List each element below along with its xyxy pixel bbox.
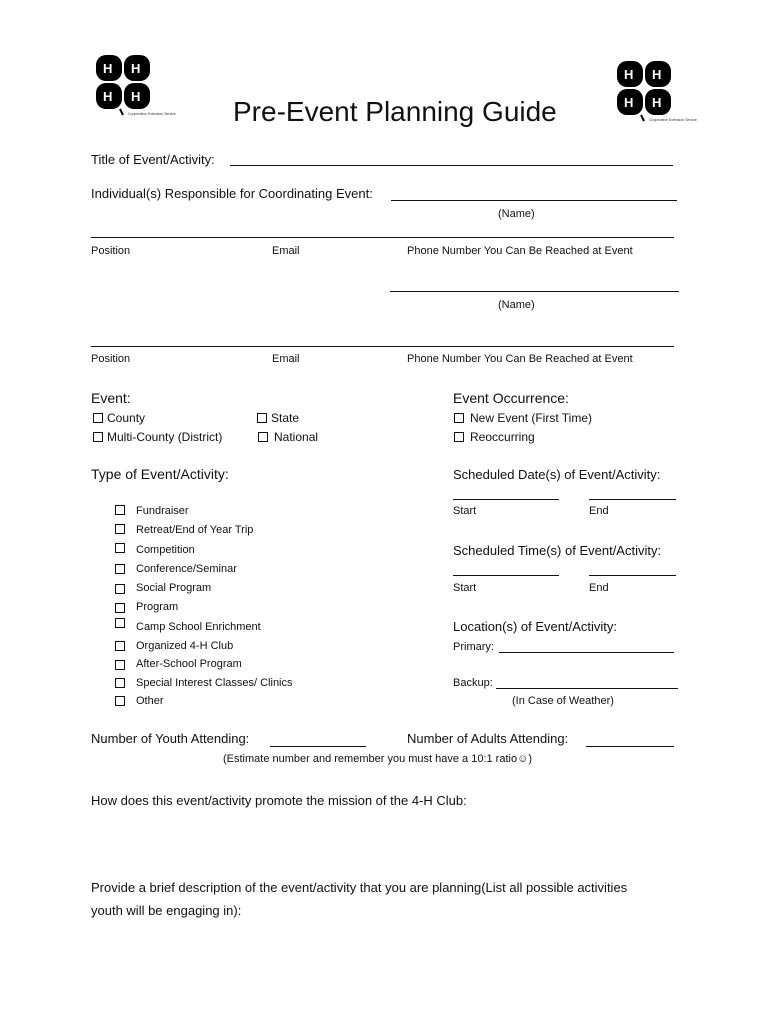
svg-text:H: H <box>103 61 113 76</box>
type-heading: Type of Event/Activity: <box>91 466 229 482</box>
fundraiser-checkbox[interactable] <box>115 505 125 515</box>
primary-label: Primary: <box>453 641 494 653</box>
backup-label: Backup: <box>453 677 493 689</box>
times-heading: Scheduled Time(s) of Event/Activity: <box>453 543 662 558</box>
organized-club-label: Organized 4-H Club <box>136 640 234 652</box>
svg-text:Cooperative Extension Service: Cooperative Extension Service <box>649 118 697 122</box>
coordinator-label: Individual(s) Responsible for Coordinating Event: <box>91 186 373 201</box>
contact2-field[interactable] <box>91 346 674 347</box>
state-checkbox[interactable] <box>257 413 267 423</box>
date-start-caption: Start <box>453 505 477 517</box>
backup-note: (In Case of Weather) <box>512 695 614 707</box>
event-title-label: Title of Event/Activity: <box>91 152 215 167</box>
contact2-position-caption: Position <box>91 353 131 365</box>
ratio-note: (Estimate number and remember you must have a 10:1 ratio☺) <box>223 753 532 765</box>
program-label: Program <box>136 601 179 613</box>
reoccurring-label: Reoccurring <box>470 430 535 444</box>
retreat-checkbox[interactable] <box>115 524 125 534</box>
competition-checkbox[interactable] <box>115 543 125 553</box>
after-school-checkbox[interactable] <box>115 660 125 670</box>
time-start-caption: Start <box>453 582 477 594</box>
social-program-checkbox[interactable] <box>115 584 125 594</box>
four-h-logo-left <box>92 53 176 119</box>
coordinator-field[interactable] <box>391 200 677 201</box>
social-program-label: Social Program <box>136 582 212 594</box>
svg-text:H: H <box>131 89 141 104</box>
dates-heading: Scheduled Date(s) of Event/Activity: <box>453 467 661 482</box>
county-checkbox[interactable] <box>93 413 103 423</box>
new-event-label: New Event (First Time) <box>470 411 593 425</box>
occurrence-heading: Event Occurrence: <box>453 390 569 406</box>
new-event-checkbox[interactable] <box>454 413 464 423</box>
national-label: National <box>274 430 319 444</box>
multi-county-checkbox[interactable] <box>93 432 103 442</box>
camp-school-checkbox[interactable] <box>115 618 125 628</box>
organized-club-checkbox[interactable] <box>115 641 125 651</box>
primary-location-field[interactable] <box>499 652 674 653</box>
other-checkbox[interactable] <box>115 696 125 706</box>
after-school-label: After-School Program <box>136 658 242 670</box>
contact2-name-field[interactable] <box>390 291 679 292</box>
page-title: Pre-Event Planning Guide <box>233 96 557 127</box>
retreat-label: Retreat/End of Year Trip <box>136 524 254 536</box>
location-heading: Location(s) of Event/Activity: <box>453 619 618 634</box>
description-question-line2: youth will be engaging in): <box>91 903 242 918</box>
multi-county-label: Multi-County (District) <box>107 430 223 444</box>
adults-attending-label: Number of Adults Attending: <box>407 731 569 746</box>
mission-question: How does this event/activity promote the mission of the 4-H Club: <box>91 793 467 808</box>
svg-text:H: H <box>624 67 634 82</box>
program-checkbox[interactable] <box>115 603 125 613</box>
date-start-field[interactable] <box>453 499 559 500</box>
svg-text:H: H <box>131 61 141 76</box>
event-heading: Event: <box>91 390 131 406</box>
adults-attending-field[interactable] <box>586 746 674 747</box>
contact2-email-caption: Email <box>272 353 300 365</box>
date-end-field[interactable] <box>589 499 676 500</box>
svg-text:Cooperative Extension Service: Cooperative Extension Service <box>128 112 176 116</box>
description-question-line1: Provide a brief description of the event/activity that you are planning(List all possible activities <box>91 880 628 895</box>
contact1-field[interactable] <box>91 237 674 238</box>
svg-text:H: H <box>652 67 662 82</box>
svg-text:H: H <box>652 95 662 110</box>
fundraiser-label: Fundraiser <box>136 505 189 517</box>
contact2-name-caption: (Name) <box>498 299 535 311</box>
four-h-clover-icon <box>92 53 176 119</box>
contact1-position-caption: Position <box>91 245 131 257</box>
conference-label: Conference/Seminar <box>136 563 237 575</box>
backup-location-field[interactable] <box>496 688 678 689</box>
youth-attending-field[interactable] <box>270 746 366 747</box>
coordinator-name-caption: (Name) <box>498 208 535 220</box>
conference-checkbox[interactable] <box>115 564 125 574</box>
national-checkbox[interactable] <box>258 432 268 442</box>
time-end-caption: End <box>589 582 609 594</box>
state-label: State <box>271 411 300 425</box>
four-h-clover-icon <box>613 59 697 125</box>
time-end-field[interactable] <box>589 575 676 576</box>
date-end-caption: End <box>589 505 609 517</box>
event-title-field[interactable] <box>230 165 673 166</box>
reoccurring-checkbox[interactable] <box>454 432 464 442</box>
competition-label: Competition <box>136 544 195 556</box>
other-label: Other <box>136 695 164 707</box>
four-h-logo-right <box>613 59 697 125</box>
special-interest-checkbox[interactable] <box>115 678 125 688</box>
contact1-email-caption: Email <box>272 245 300 257</box>
contact1-phone-caption: Phone Number You Can Be Reached at Event <box>407 245 633 257</box>
special-interest-label: Special Interest Classes/ Clinics <box>136 677 293 689</box>
youth-attending-label: Number of Youth Attending: <box>91 731 250 746</box>
contact2-phone-caption: Phone Number You Can Be Reached at Event <box>407 353 633 365</box>
svg-text:H: H <box>103 89 113 104</box>
county-label: County <box>107 411 146 425</box>
svg-text:H: H <box>624 95 634 110</box>
time-start-field[interactable] <box>453 575 559 576</box>
camp-school-label: Camp School Enrichment <box>136 621 261 633</box>
